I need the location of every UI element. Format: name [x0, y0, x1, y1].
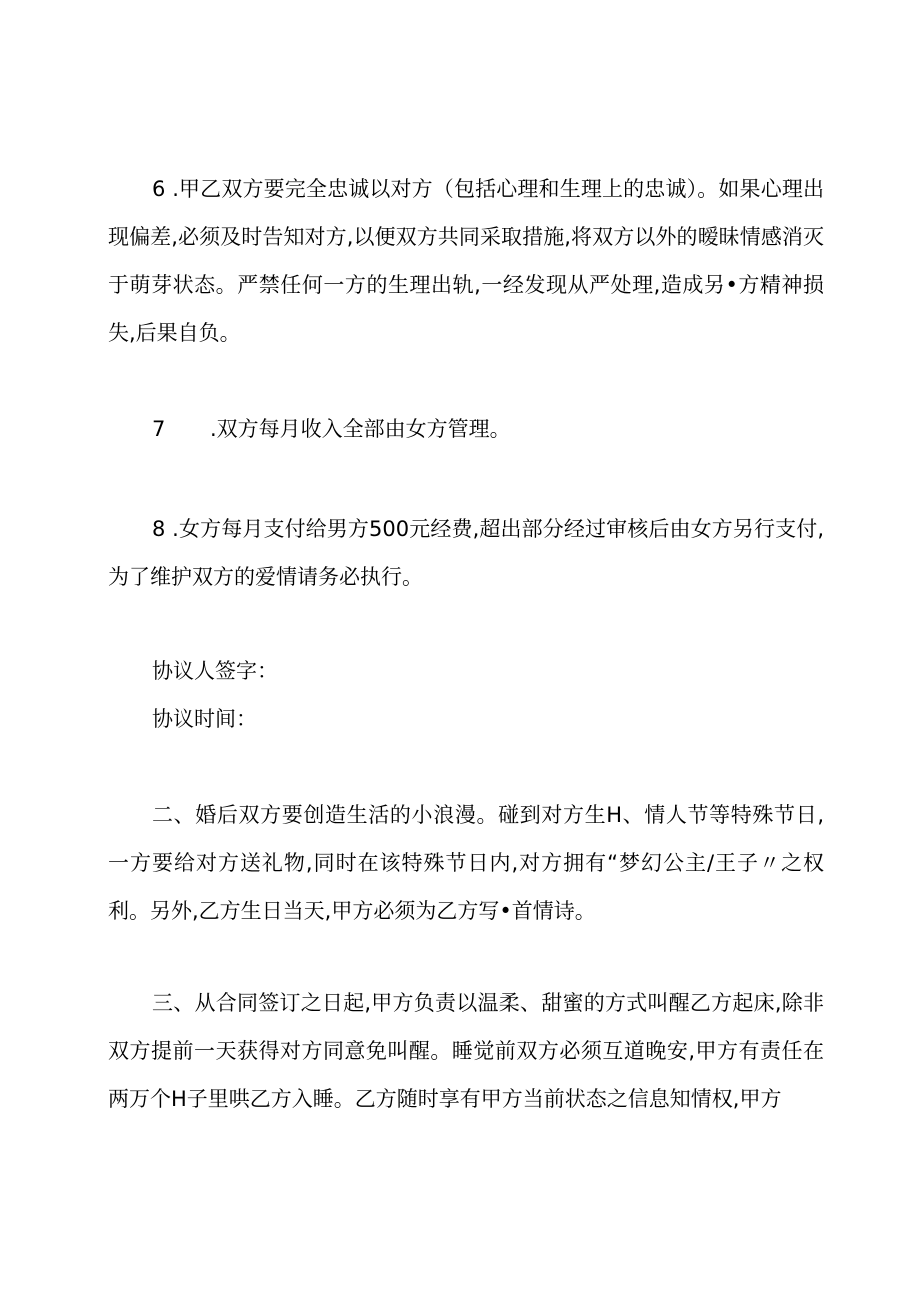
clause-6	[108, 165, 824, 357]
clause-text: .甲乙双方要完全忠诚以对方（包括心理和生理上的忠诚）。如果心理出现偏差,必须及时告知对方,以便双方共同采取措施,将双方以外的暧昧情感消灭于萌芽状态。严禁任何一方的生理出轨,一经发现从严处理,造成另•方精神损失,后果自负。	[108, 177, 824, 345]
section-2-paragraph: 二、婚后双方要创造生活的小浪漫。碰到对方生H、情人节等特殊节日,一方要给对方送礼物,同时在该特殊节日内,对方拥有“梦幻公主/王子〃之权利。另外,乙方生日当天,甲方必须为乙方写•首情诗。	[108, 803, 824, 923]
clause-number: 8	[152, 517, 166, 541]
clause-text: .双方每月收入全部由女方管理。	[210, 417, 511, 441]
clause-number: 6	[152, 177, 166, 201]
clause-7	[108, 405, 824, 453]
date-label: 协议时间：	[152, 707, 257, 731]
clause-text: .女方每月支付给男方500元经费,超出部分经过审核后由女方另行支付,为了维护双方的爱情请务必执行。	[108, 517, 824, 589]
clause-number: 7	[152, 417, 166, 441]
signature-label: 协议人签字：	[152, 659, 278, 683]
clause-8	[108, 505, 824, 601]
section-3-paragraph: 三、从合同签订之日起,甲方负责以温柔、甜蜜的方式叫醒乙方起床,除非双方提前一天获得对方同意免叫醒。睡觉前双方必须互道晚安,甲方有责任在两万个H子里哄乙方入睡。乙方随时享有甲方当前状态之信息知情权,甲方	[108, 991, 824, 1111]
